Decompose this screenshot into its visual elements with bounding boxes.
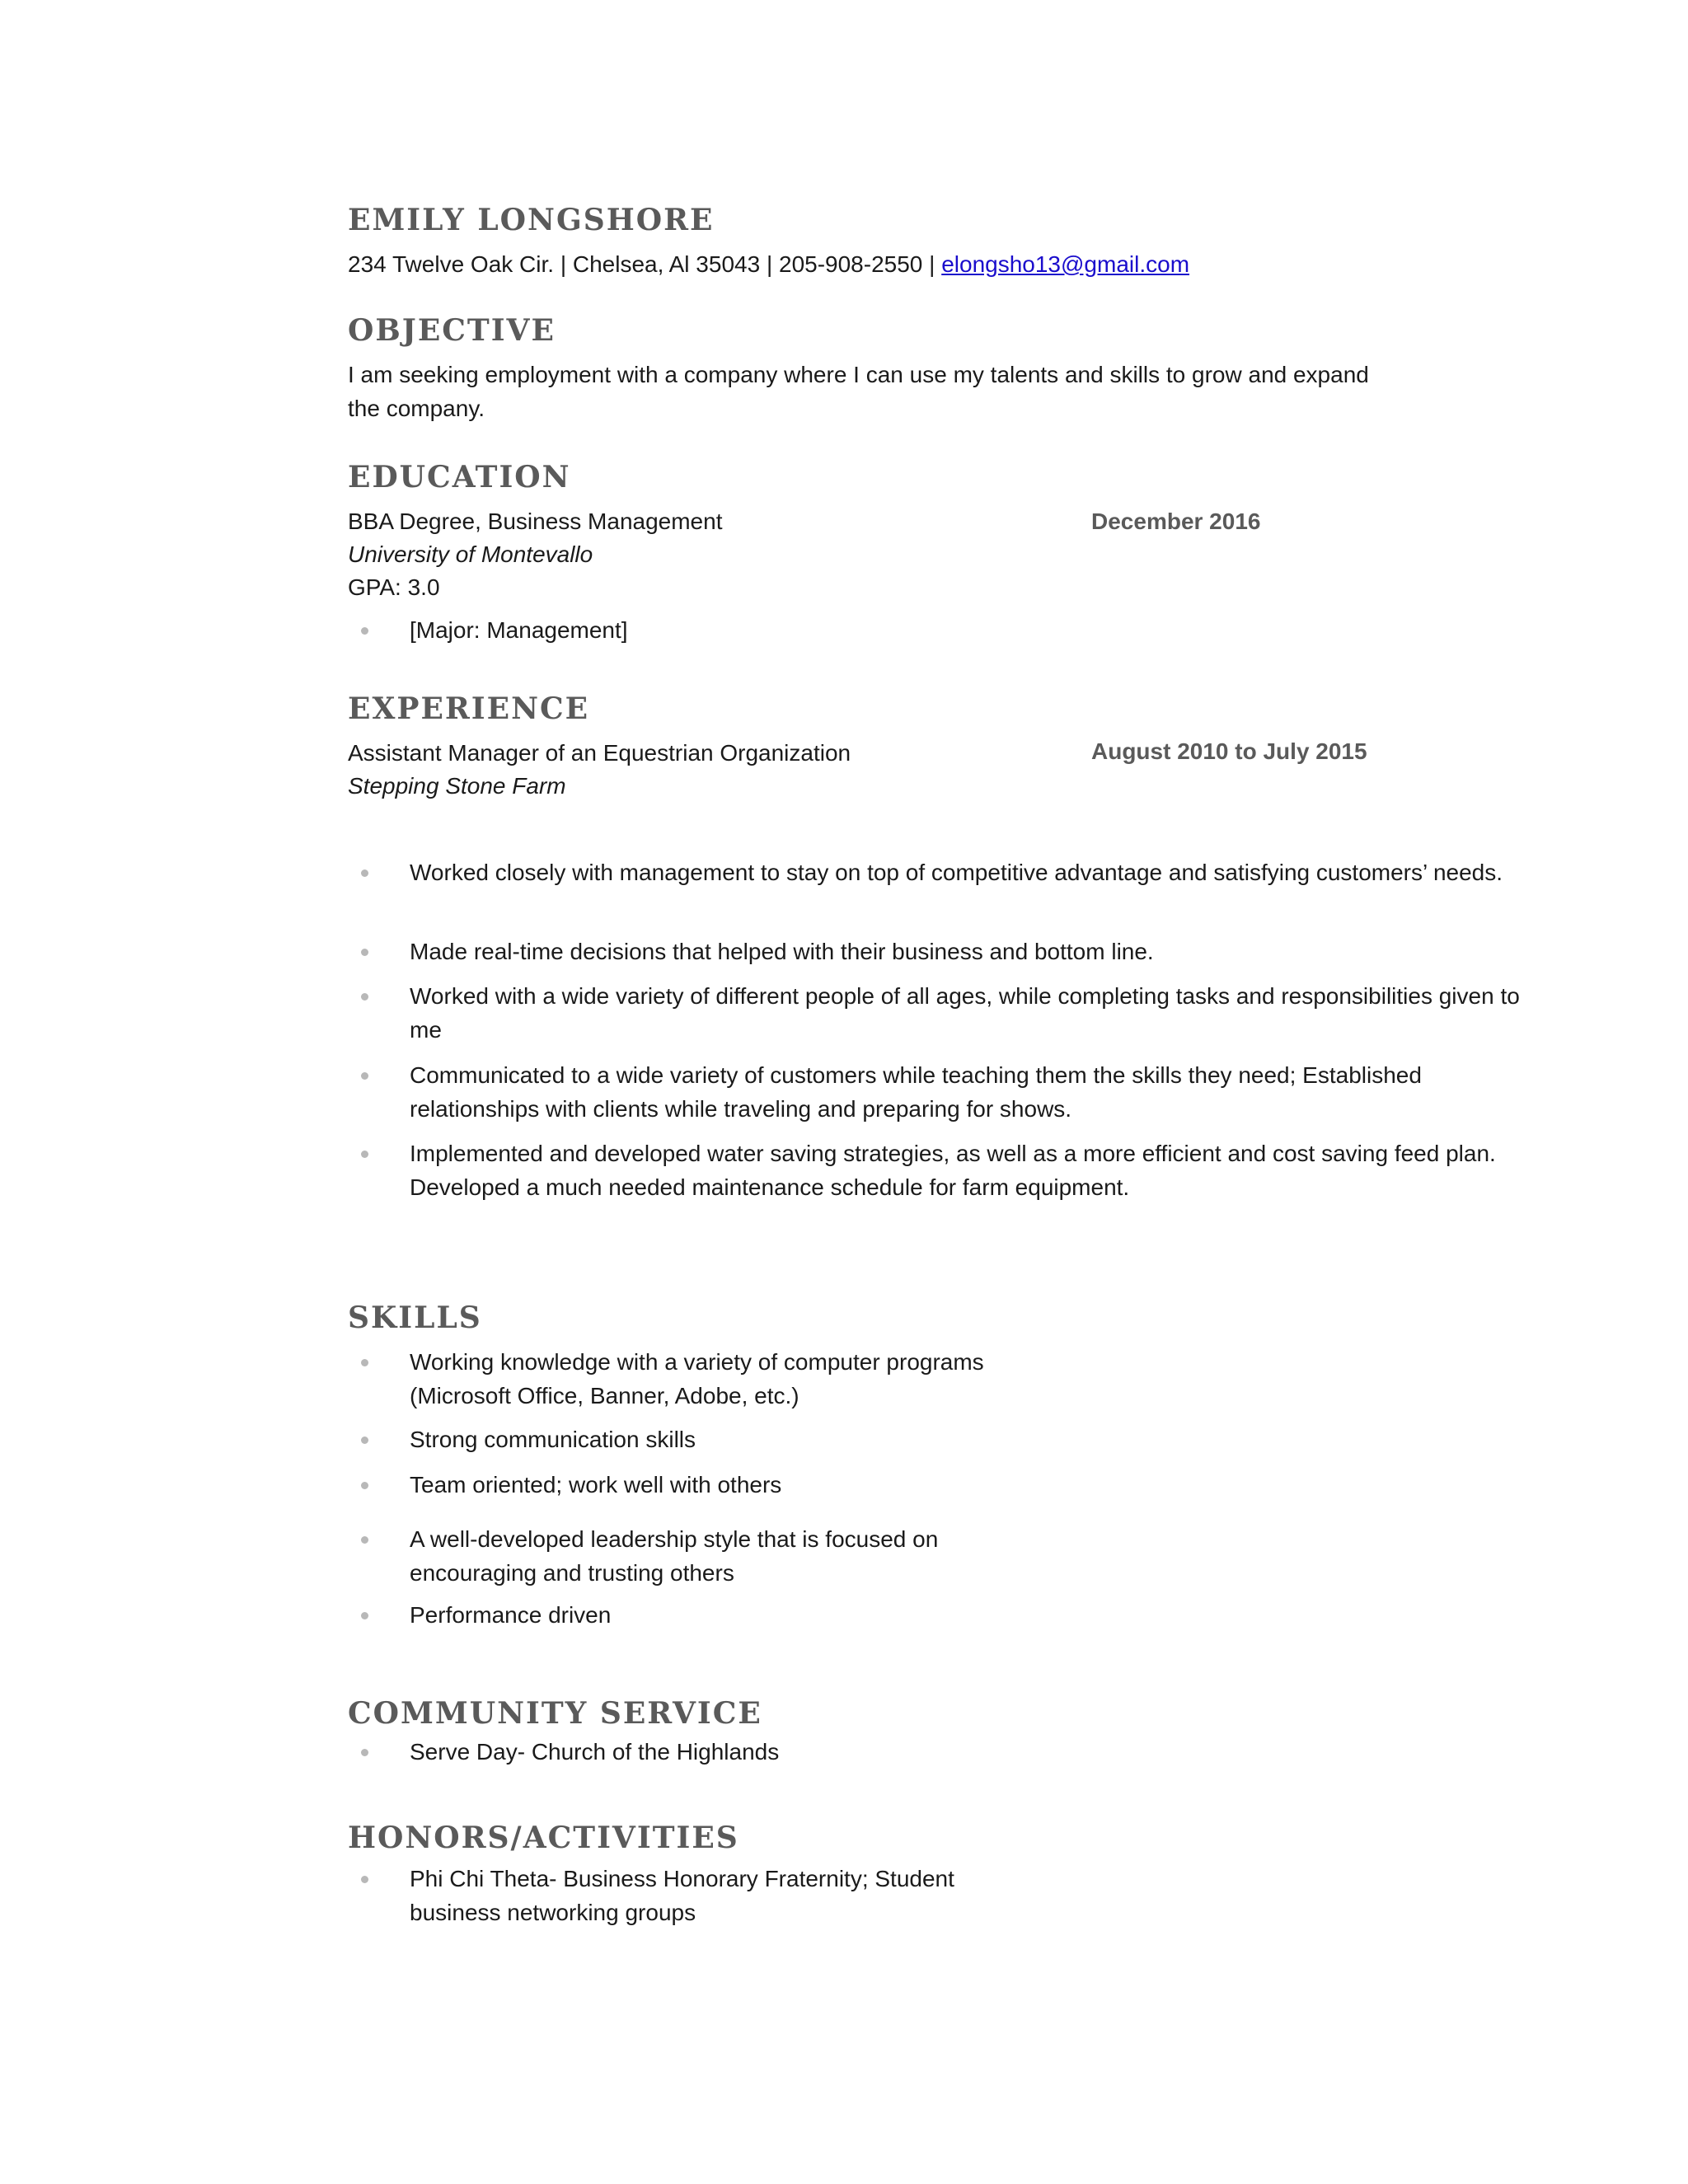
skills-bullet: Team oriented; work well with others — [410, 1472, 782, 1497]
bullet-icon — [361, 1876, 368, 1883]
education-heading: EDUCATION — [348, 460, 571, 494]
education-gpa: GPA: 3.0 — [348, 574, 440, 600]
experience-heading: EXPERIENCE — [348, 691, 590, 726]
skills-bullet: A well-developed leadership style that is focused on encouraging and trusting others — [410, 1526, 939, 1586]
education-school: University of Montevallo — [348, 541, 593, 567]
honors-bullet: Phi Chi Theta- Business Honorary Fraternity; Student business networking groups — [410, 1866, 954, 1925]
community-service-heading: COMMUNITY SERVICE — [348, 1696, 762, 1731]
bullet-icon — [361, 1536, 368, 1544]
bullet-icon — [361, 1749, 368, 1756]
bullet-icon — [361, 1482, 368, 1489]
objective-text: I am seeking employment with a company where I can use my talents and skills to grow and expand the company. — [348, 362, 1369, 421]
skills-bullet: Performance driven — [410, 1602, 612, 1628]
skills-bullet: Working knowledge with a variety of computer programs (Microsoft Office, Banner, Adobe, etc.) — [410, 1349, 984, 1408]
bullet-icon — [361, 627, 368, 635]
skills-bullet: Strong communication skills — [410, 1427, 696, 1452]
experience-company: Stepping Stone Farm — [348, 773, 566, 799]
skills-heading: SKILLS — [348, 1301, 482, 1335]
contact-line — [348, 247, 1189, 281]
honors-heading: HONORS/ACTIVITIES — [348, 1821, 739, 1855]
experience-bullet: Communicated to a wide variety of customers while teaching them the skills they need; Established relationships with clients while traveling and preparing for shows. — [410, 1062, 1422, 1122]
bullet-icon — [361, 1151, 368, 1158]
objective-heading: OBJECTIVE — [348, 313, 556, 348]
bullet-icon — [361, 1612, 368, 1619]
experience-bullet: Made real-time decisions that helped with their business and bottom line. — [410, 939, 1154, 964]
experience-bullet: Worked with a wide variety of different people of all ages, while completing tasks and responsibilities given to me — [410, 983, 1520, 1043]
resume-name: EMILY LONGSHORE — [348, 203, 715, 237]
bullet-icon — [361, 869, 368, 877]
experience-date: August 2010 to July 2015 — [1091, 738, 1367, 764]
experience-bullet: Worked closely with management to stay on top of competitive advantage and satisfying customers’ needs. — [410, 860, 1503, 885]
experience-bullet: Implemented and developed water saving strategies, as well as a more efficient and cost saving feed plan. Developed a much needed maintenance schedule for farm equipment. — [410, 1141, 1496, 1200]
bullet-icon — [361, 993, 368, 1001]
education-bullet: [Major: Management] — [410, 617, 628, 643]
email-link[interactable]: elongsho13@gmail.com — [941, 251, 1190, 277]
contact-address: 234 Twelve Oak Cir. | Chelsea, Al 35043 | 205-908-2550 | — [348, 251, 942, 277]
bullet-icon — [361, 1072, 368, 1080]
bullet-icon — [361, 1436, 368, 1444]
experience-title: Assistant Manager of an Equestrian Organization — [348, 740, 851, 766]
education-date: December 2016 — [1091, 509, 1261, 534]
community-service-bullet: Serve Day- Church of the Highlands — [410, 1739, 780, 1765]
education-degree: BBA Degree, Business Management — [348, 509, 723, 534]
bullet-icon — [361, 949, 368, 956]
bullet-icon — [361, 1359, 368, 1366]
